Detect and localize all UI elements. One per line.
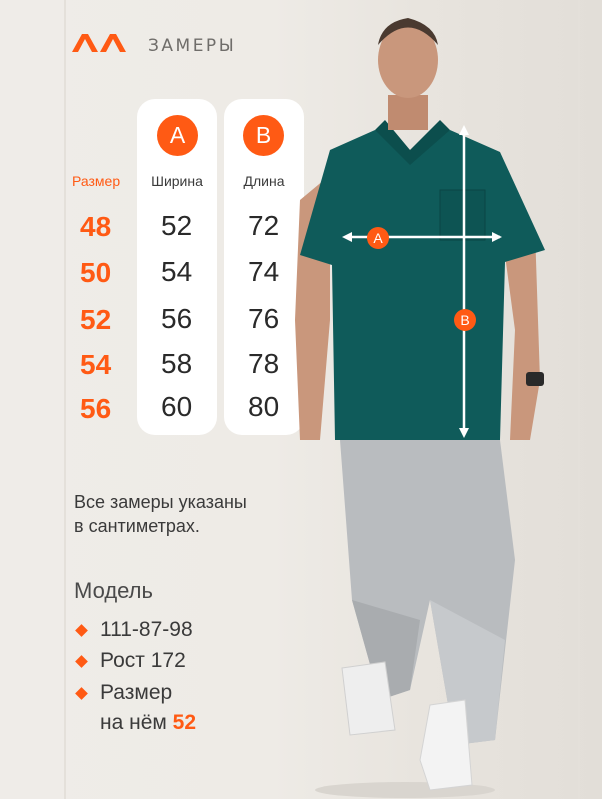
length-value: 72 (248, 210, 280, 241)
model-title: Модель (74, 578, 153, 603)
width-value: 54 (161, 256, 193, 287)
width-value: 60 (161, 391, 193, 422)
model-size-prefix: на нём (100, 711, 173, 734)
size-value: 52 (80, 304, 112, 335)
section-title: ЗАМЕРЫ (148, 36, 237, 56)
width-value: 58 (161, 348, 193, 379)
diamond-bullet-icon (75, 624, 88, 637)
width-value: 52 (161, 210, 193, 241)
length-value: 80 (248, 391, 280, 422)
double-chevron-logo-icon (72, 34, 126, 52)
model-size-line (100, 708, 196, 738)
size-value: 56 (80, 393, 112, 424)
letter-badge-b: B (243, 115, 284, 156)
length-column-header: Длина (243, 173, 285, 189)
size-value: 54 (80, 349, 112, 380)
length-value: 76 (248, 303, 280, 334)
length-value: 78 (248, 348, 280, 379)
model-size-value: 52 (172, 711, 197, 734)
model-height: Рост 172 (100, 649, 186, 672)
marker-a-label: A (373, 230, 383, 246)
model-size (100, 678, 196, 738)
size-value: 48 (80, 211, 112, 242)
units-note-line: в сантиметрах. (74, 516, 200, 536)
diamond-bullet-icon (75, 687, 88, 700)
size-value: 50 (80, 257, 112, 288)
size-column-header: Размер (72, 173, 121, 189)
letter-badge-a: A (157, 115, 198, 156)
marker-b-label: B (460, 312, 470, 328)
width-column-header: Ширина (151, 173, 203, 189)
model-measurements: 111-87-98 (100, 618, 193, 641)
model-photo (290, 0, 602, 799)
length-value: 74 (248, 256, 280, 287)
background-stripe (64, 0, 66, 799)
width-value: 56 (161, 303, 193, 334)
units-note-line: Все замеры указаны (74, 492, 247, 512)
units-note (74, 490, 247, 538)
diamond-bullet-icon (75, 655, 88, 668)
model-size-line: Размер (100, 681, 173, 704)
